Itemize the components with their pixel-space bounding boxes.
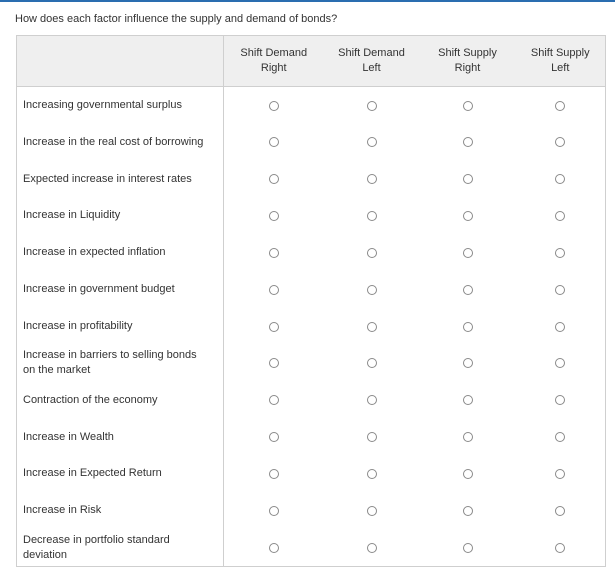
radio-shift-supply-left[interactable] [555, 358, 565, 368]
radio-cell [516, 161, 606, 198]
radio-cell [224, 455, 324, 492]
radio-cell [516, 198, 606, 235]
radio-cell [324, 161, 420, 198]
radio-shift-demand-left[interactable] [367, 432, 377, 442]
table-row [17, 382, 606, 419]
radio-shift-supply-left[interactable] [555, 101, 565, 111]
table-row [17, 271, 606, 308]
radio-shift-supply-left[interactable] [555, 543, 565, 553]
radio-shift-demand-right[interactable] [269, 174, 279, 184]
row-label: Increase in the real cost of borrowing [17, 124, 224, 161]
radio-cell [420, 87, 516, 124]
radio-cell [516, 271, 606, 308]
table-row [17, 124, 606, 161]
radio-shift-supply-left[interactable] [555, 432, 565, 442]
column-header-shift-demand-left: Shift Demand Left [324, 36, 420, 87]
radio-cell [420, 198, 516, 235]
radio-shift-demand-left[interactable] [367, 174, 377, 184]
radio-shift-supply-left[interactable] [555, 469, 565, 479]
row-label: Decrease in portfolio standard deviation [17, 529, 224, 566]
radio-cell [516, 234, 606, 271]
radio-cell [324, 492, 420, 529]
table-row [17, 345, 606, 382]
table-row [17, 161, 606, 198]
radio-shift-supply-right[interactable] [463, 543, 473, 553]
radio-shift-supply-left[interactable] [555, 395, 565, 405]
radio-cell [420, 382, 516, 419]
row-label: Increase in profitability [17, 308, 224, 345]
radio-cell [224, 198, 324, 235]
radio-shift-supply-right[interactable] [463, 358, 473, 368]
table-row [17, 492, 606, 529]
radio-shift-demand-left[interactable] [367, 358, 377, 368]
table-row [17, 308, 606, 345]
response-matrix [16, 35, 606, 567]
radio-cell [324, 529, 420, 566]
radio-cell [224, 492, 324, 529]
radio-shift-supply-right[interactable] [463, 211, 473, 221]
radio-shift-demand-left[interactable] [367, 137, 377, 147]
radio-cell [420, 529, 516, 566]
radio-cell [324, 455, 420, 492]
radio-shift-demand-left[interactable] [367, 101, 377, 111]
radio-cell [516, 492, 606, 529]
table-row [17, 198, 606, 235]
radio-shift-supply-right[interactable] [463, 469, 473, 479]
radio-shift-demand-left[interactable] [367, 248, 377, 258]
radio-cell [420, 345, 516, 382]
radio-cell [516, 87, 606, 124]
radio-cell [224, 308, 324, 345]
radio-shift-demand-left[interactable] [367, 285, 377, 295]
radio-cell [224, 382, 324, 419]
row-label: Expected increase in interest rates [17, 161, 224, 198]
row-label: Increase in barriers to selling bonds on the market [17, 345, 224, 382]
row-label: Increase in expected inflation [17, 234, 224, 271]
radio-cell [324, 124, 420, 161]
radio-shift-supply-right[interactable] [463, 322, 473, 332]
row-label: Contraction of the economy [17, 382, 224, 419]
radio-cell [224, 87, 324, 124]
radio-shift-supply-left[interactable] [555, 285, 565, 295]
radio-shift-demand-right[interactable] [269, 432, 279, 442]
radio-shift-supply-right[interactable] [463, 432, 473, 442]
column-header-shift-supply-right: Shift Supply Right [420, 36, 516, 87]
radio-cell [516, 124, 606, 161]
radio-shift-supply-right[interactable] [463, 506, 473, 516]
radio-cell [516, 308, 606, 345]
row-label: Increase in Liquidity [17, 198, 224, 235]
radio-shift-demand-right[interactable] [269, 395, 279, 405]
radio-cell [420, 124, 516, 161]
radio-cell [224, 234, 324, 271]
row-label: Increase in Risk [17, 492, 224, 529]
radio-cell [324, 308, 420, 345]
radio-shift-demand-right[interactable] [269, 506, 279, 516]
row-label: Increase in Wealth [17, 419, 224, 456]
row-label: Increasing governmental surplus [17, 87, 224, 124]
radio-cell [324, 345, 420, 382]
radio-cell [324, 198, 420, 235]
radio-cell [516, 345, 606, 382]
radio-shift-demand-left[interactable] [367, 506, 377, 516]
radio-shift-supply-right[interactable] [463, 174, 473, 184]
radio-shift-supply-left[interactable] [555, 506, 565, 516]
radio-shift-supply-right[interactable] [463, 285, 473, 295]
radio-shift-demand-right[interactable] [269, 101, 279, 111]
row-label: Increase in government budget [17, 271, 224, 308]
radio-shift-demand-left[interactable] [367, 395, 377, 405]
radio-cell [420, 234, 516, 271]
radio-cell [324, 87, 420, 124]
radio-shift-demand-left[interactable] [367, 543, 377, 553]
radio-cell [324, 234, 420, 271]
radio-cell [224, 345, 324, 382]
radio-shift-demand-right[interactable] [269, 543, 279, 553]
table-row [17, 529, 606, 566]
radio-shift-demand-left[interactable] [367, 211, 377, 221]
radio-cell [224, 419, 324, 456]
table-row [17, 419, 606, 456]
header-corner [17, 36, 224, 87]
radio-shift-demand-right[interactable] [269, 322, 279, 332]
radio-cell [516, 382, 606, 419]
radio-shift-demand-left[interactable] [367, 322, 377, 332]
radio-shift-demand-right[interactable] [269, 248, 279, 258]
row-label: Increase in Expected Return [17, 455, 224, 492]
radio-shift-supply-left[interactable] [555, 248, 565, 258]
radio-shift-demand-right[interactable] [269, 137, 279, 147]
radio-cell [324, 419, 420, 456]
column-header-shift-supply-left: Shift Supply Left [516, 36, 606, 87]
radio-cell [224, 271, 324, 308]
radio-cell [324, 271, 420, 308]
top-accent-line [0, 0, 615, 2]
radio-cell [420, 419, 516, 456]
radio-shift-supply-left[interactable] [555, 174, 565, 184]
radio-shift-supply-right[interactable] [463, 137, 473, 147]
matrix-header-row [17, 36, 606, 87]
matrix-body [17, 87, 606, 567]
radio-shift-demand-right[interactable] [269, 285, 279, 295]
radio-shift-supply-right[interactable] [463, 101, 473, 111]
radio-shift-demand-right[interactable] [269, 358, 279, 368]
radio-cell [516, 455, 606, 492]
table-row [17, 455, 606, 492]
radio-shift-supply-left[interactable] [555, 137, 565, 147]
radio-shift-supply-left[interactable] [555, 211, 565, 221]
column-header-shift-demand-right: Shift Demand Right [224, 36, 324, 87]
radio-shift-supply-right[interactable] [463, 395, 473, 405]
radio-cell [224, 161, 324, 198]
radio-shift-demand-left[interactable] [367, 469, 377, 479]
radio-cell [420, 271, 516, 308]
radio-cell [224, 529, 324, 566]
radio-cell [224, 124, 324, 161]
radio-cell [420, 455, 516, 492]
radio-cell [516, 419, 606, 456]
radio-shift-supply-right[interactable] [463, 248, 473, 258]
radio-cell [516, 529, 606, 566]
radio-cell [420, 308, 516, 345]
radio-shift-demand-right[interactable] [269, 469, 279, 479]
radio-cell [324, 382, 420, 419]
radio-shift-supply-left[interactable] [555, 322, 565, 332]
radio-cell [420, 161, 516, 198]
question-text: How does each factor influence the supply and demand of bonds? [15, 13, 338, 25]
table-row [17, 87, 606, 124]
radio-shift-demand-right[interactable] [269, 211, 279, 221]
radio-cell [420, 492, 516, 529]
table-row [17, 234, 606, 271]
